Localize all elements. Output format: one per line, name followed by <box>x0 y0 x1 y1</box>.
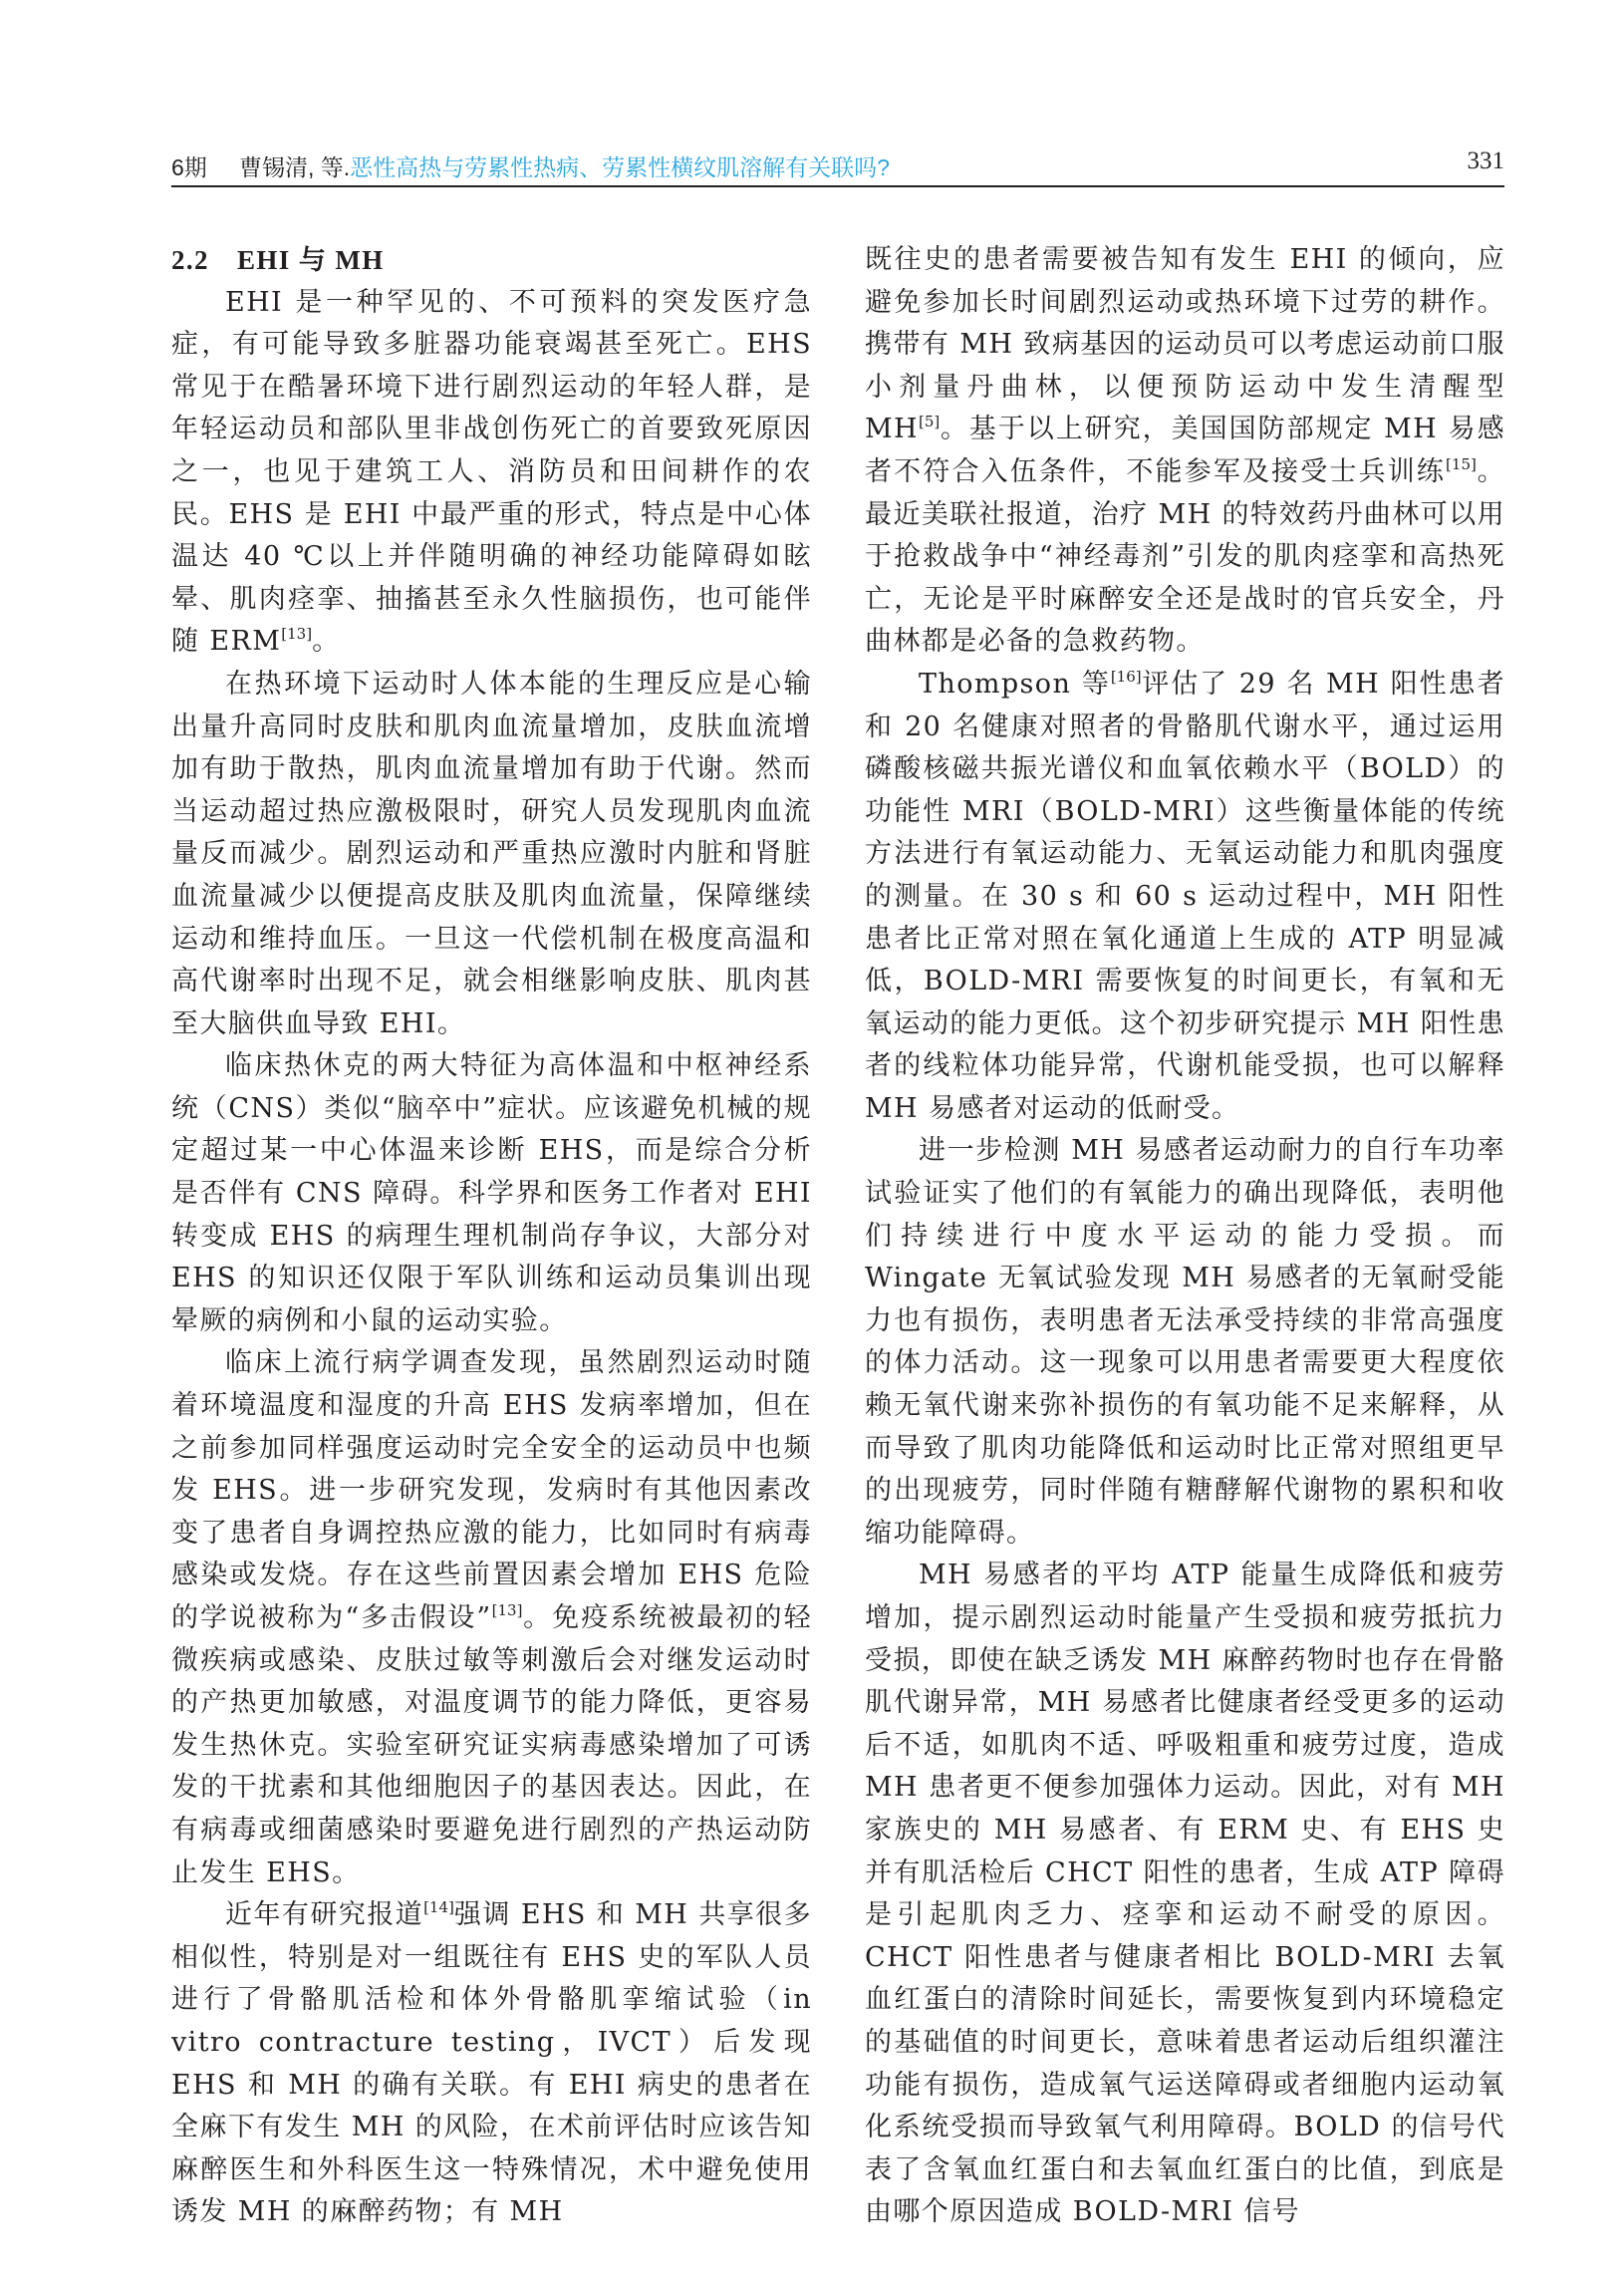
citation: [13] <box>281 625 313 644</box>
paragraph <box>171 664 812 1045</box>
paragraph-text: 。 <box>312 626 341 658</box>
issue-number: 6期 <box>171 154 207 180</box>
paragraph-text: MH 易感者的平均 ATP 能量生成降低和疲劳增加，提示剧烈运动时能量产生受损和疲劳抵抗力受损，即使在缺乏诱发 MH 麻醉药物时也存在骨骼肌代谢异常，MH 易感者比健康者经受更多的运动后不适，如肌肉不适、呼吸粗重和疲劳过度，造成 MH 患者更不便参加强体力运动。因此，对有 MH 家族史的 MH 易感者、有 ERM 史、有 EHS 史并有肌活检后 CHCT 阳性的患者，生成 ATP 障碍是引起肌肉乏力、痉挛和运动不耐受的原因。CHCT 阳性患者与健康者相比 BOLD-MRI 去氧血红蛋白的清除时间延长，需要恢复到内环境稳定的基础值的时间更长，意味着患者运动后组织灌注功能有损伤，造成氧气运送障碍或者细胞内运动氧化系统受损而导致氧气利用障碍。BOLD 的信号代表了含氧血红蛋白和去氧血红蛋白的比值，到底是由哪个原因造成 BOLD-MRI 信号 <box>865 1560 1505 2228</box>
paragraph <box>865 664 1505 1131</box>
paragraph <box>171 1045 812 1342</box>
running-authors-title <box>239 149 890 182</box>
citation: [15] <box>1446 454 1477 473</box>
page-number: 331 <box>1467 147 1504 174</box>
running-header <box>171 145 1504 185</box>
paragraph <box>171 1894 812 2234</box>
paragraph-text: 。最近美联社报道，治疗 MH 的特效药丹曲林可以用于抢救战争中“神经毒剂”引发的肌肉痉挛和高热死亡，无论是平时麻醉安全还是战时的官兵安全，丹曲林都是必备的急救药物。 <box>865 455 1505 658</box>
paragraph-text: 进一步检测 MH 易感者运动耐力的自行车功率试验证实了他们的有氧能力的确出现降低，表明他们持续进行中度水平运动的能力受损。而 Wingate 无氧试验发现 MH 易感者的无氧耐受能力也有损伤，表明患者无法承受持续的非常高强度的体力活动。这一现象可以用患者需要更大程度依赖无氧代谢来弥补损伤的有氧功能不足来解释，从而导致了肌肉功能降低和运动时比正常对照组更早的出现疲劳，同时伴随有糖酵解代谢物的累积和收缩功能障碍。 <box>865 1135 1505 1549</box>
paragraph-text: 既往史的患者需要被告知有发生 EHI 的倾向，应避免参加长时间剧烈运动或热环境下过劳的耕作。携带有 MH 致病基因的运动员可以考虑运动前口服小剂量丹曲林，以便预防运动中发生清醒型 MH <box>865 244 1505 445</box>
section-number: 2.2 <box>171 245 209 275</box>
citation: [14] <box>423 1898 454 1917</box>
paragraph <box>865 1555 1505 2234</box>
paragraph <box>865 239 1505 664</box>
paragraph-text: 在热环境下运动时人体本能的生理反应是心输出量升高同时皮肤和肌肉血流量增加，皮肤血流增加有助于散热，肌肉血流量增加有助于代谢。然而当运动超过热应激极限时，研究人员发现肌肉血流量反而减少。剧烈运动和严重热应激时内脏和肾脏血流量减少以便提高皮肤及肌肉血流量，保障继续运动和维持血压。一旦这一代偿机制在极度高温和高代谢率时出现不足，就会相继影响皮肤、肌肉甚至大脑供血导致 EHI。 <box>171 668 812 1039</box>
citation: [5] <box>919 413 941 431</box>
paragraph-text: 。免疫系统被最初的轻微疾病或感染、皮肤过敏等刺激后会对继发运动时的产热更加敏感，对温度调节的能力降低，更容易发生热休克。实验室研究证实病毒感染增加了可诱发的干扰素和其他细胞因子的基因表达。因此，在有病毒或细菌感染时要避免进行剧烈的产热运动防止发生 EHS。 <box>171 1602 813 1888</box>
right-column <box>865 239 1505 2234</box>
authors: 曹锡清, 等. <box>239 154 351 180</box>
paragraph-text: 。基于以上研究，美国国防部规定 MH 易感者不符合入伍条件，不能参军及接受士兵训练 <box>865 414 1505 487</box>
left-column <box>171 239 812 2234</box>
paragraph-text: 评估了 29 名 MH 阳性患者和 20 名健康对照者的骨骼肌代谢水平，通过运用磷酸核磁共振光谱仪和血氧依赖水平（BOLD）的功能性 MRI（BOLD-MRI）这些衡量体能的传统方法进行有氧运动能力、无氧运动能力和肌肉强度的测量。在 30 s 和 60 s 运动过程中，MH 阳性患者比正常对照在氧化通道上生成的 ATP 明显减低，BOLD-MRI 需要恢复的时间更长，有氧和无氧运动的能力更低。这个初步研究提示 MH 阳性患者的线粒体功能异常，代谢机能受损，也可以解释 MH 易感者对运动的低耐受。 <box>865 668 1505 1124</box>
paragraph <box>865 1130 1505 1555</box>
paragraph-text: Thompson 等 <box>919 668 1111 700</box>
citation: [16] <box>1110 667 1142 686</box>
citation: [13] <box>491 1601 523 1619</box>
right-body <box>865 239 1505 2234</box>
left-body <box>171 282 812 2234</box>
paragraph-text: EHI 是一种罕见的、不可预料的突发医疗急症，有可能导致多脏器功能衰竭甚至死亡。EHS 常见于在酷暑环境下进行剧烈运动的年轻人群，是年轻运动员和部队里非战创伤死亡的首要致死原因之一，也见于建筑工人、消防员和田间耕作的农民。EHS 是 EHI 中最严重的形式，特点是中心体温达 40 ℃以上并伴随明确的神经功能障碍如眩晕、肌肉痉挛、抽搐甚至永久性脑损伤，也可能伴随 ERM <box>171 286 812 658</box>
header-rule <box>171 185 1504 187</box>
section-heading <box>171 239 812 282</box>
paragraph-text: 临床热休克的两大特征为高体温和中枢神经系统（CNS）类似“脑卒中”症状。应该避免机械的规定超过某一中心体温来诊断 EHS，而是综合分析是否伴有 CNS 障碍。科学界和医务工作者对 EHI 转变成 EHS 的病理生理机制尚存争议，大部分对 EHS 的知识还仅限于军队训练和运动员集训出现晕厥的病例和小鼠的运动实验。 <box>171 1050 812 1336</box>
section-title: EHI 与 MH <box>236 245 385 275</box>
paragraph-text: 强调 EHS 和 MH 共享很多相似性，特别是对一组既往有 EHS 史的军队人员进行了骨骼肌活检和体外骨骼肌挛缩试验（in vitro contracture testing，IVCT）后发现 EHS 和 MH 的确有关联。有 EHI 病史的患者在全麻下有发生 MH 的风险，在术前评估时应该告知麻醉医生和外科医生这一特殊情况，术中避免使用诱发 MH 的麻醉药物；有 MH <box>171 1899 812 2228</box>
paragraph-text: 近年有研究报道 <box>225 1899 424 1931</box>
paragraph-text: 临床上流行病学调查发现，虽然剧烈运动时随着环境温度和湿度的升高 EHS 发病率增加，但在之前参加同样强度运动时完全安全的运动员中也频发 EHS。进一步研究发现，发病时有其他因素改变了患者自身调控热应激的能力，比如同时有病毒感染或发烧。存在这些前置因素会增加 EHS 危险的学说被称为“多击假设” <box>171 1347 812 1633</box>
paragraph <box>171 282 812 664</box>
paragraph <box>171 1342 812 1894</box>
article-title: 恶性高热与劳累性热病、劳累性横纹肌溶解有关联吗? <box>350 154 890 180</box>
